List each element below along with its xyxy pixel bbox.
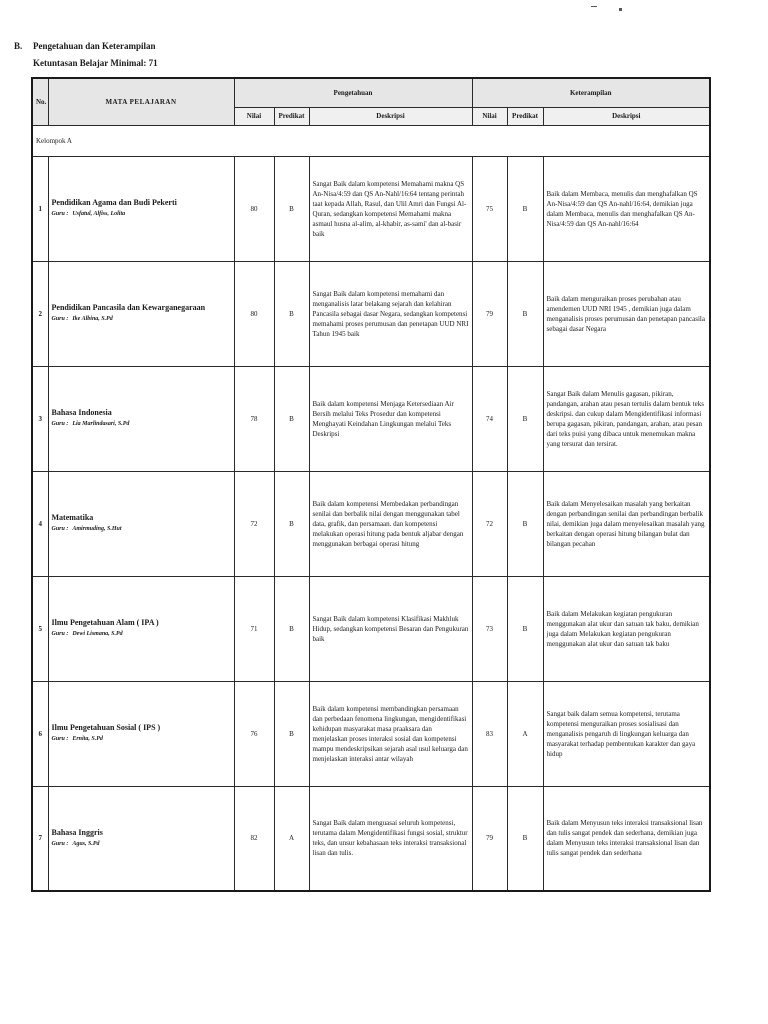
header-k-nilai: Nilai [472,107,507,125]
pengetahuan-nilai: 76 [234,681,274,786]
keterampilan-predikat: B [507,366,543,471]
subject-cell [48,471,234,576]
subject-cell [48,156,234,261]
pengetahuan-deskripsi: Sangat Baik dalam kompetensi Klasifikasi Makhluk Hidup, sedangkan kompetensi Besaran dan Pengukuran baik [309,576,472,681]
teacher-line [52,209,231,219]
pengetahuan-deskripsi: Sangat Baik dalam kompetensi memahami dan menganalisis latar belakang sejarah dan kelahiran Pancasila sebagai dasar Negara, sedangkan kompetensi memahami proses perumusan dan penetapan UUD NRI Tahun 1945 baik [309,261,472,366]
subject-cell [48,366,234,471]
pengetahuan-deskripsi: Baik dalam kompetensi membandingkan persamaan dan perbedaan fenomena lingkungan, mengidentifikasi kehidupan masyarakat masa praaksara dan menjelaskan proses interaksi sosial dan kompetensi mampu mendeskripsikan sejarah asal usul keluarga dan menjelaskan interaksi antar wilayah [309,681,472,786]
keterampilan-nilai: 79 [472,786,507,891]
teacher-label: Guru : [51,840,69,847]
pengetahuan-predikat: B [274,576,309,681]
teacher-name: Agus, S.Pd [72,840,100,847]
scan-speck [591,6,597,7]
kbm-label: Ketuntasan Belajar Minimal: 71 [33,58,158,68]
keterampilan-deskripsi: Sangat Baik dalam Menulis gagasan, pikiran, pandangan, arahan atau pesan tertulis dalam bentuk teks deskripsi. dan cukup dalam Mengidentifikasi informasi berupa gagasan, pikiran, pandangan, arahan, atau pesan dari teks puisi yang dibaca untuk menemukan makna yang tersurat dan tersirat. [543,366,710,471]
teacher-line [52,629,231,639]
subject-cell [48,261,234,366]
teacher-name: Amirmuding, S.Hut [72,526,122,532]
teacher-line [52,314,231,324]
row-number: 5 [32,576,48,681]
pengetahuan-predikat: A [274,786,309,891]
section-letter: B. [14,41,23,51]
subject-name: Ilmu Pengetahuan Alam ( IPA ) [51,618,159,627]
row-number: 6 [32,681,48,786]
row-number: 2 [32,261,48,366]
subject-name: Pendidikan Agama dan Budi Pekerti [51,198,177,207]
teacher-name: Lia Marlindasari, S.Pd [72,421,130,427]
subject-cell [48,576,234,681]
keterampilan-predikat: B [507,261,543,366]
table-row [32,681,710,786]
keterampilan-predikat: B [507,471,543,576]
header-keterampilan: Keterampilan [472,78,710,107]
header-pengetahuan: Pengetahuan [234,78,472,107]
keterampilan-deskripsi: Sangat baik dalam semua kompetensi, terutama kompetensi menguraikan proses sosialisasi dan menganalisis pengaruh di lingkungan keluarga dan masyarakat terhadap pembentukan karakter dan gaya hidup [543,681,710,786]
pengetahuan-predikat: B [274,261,309,366]
table-row [32,576,710,681]
header-no: No. [32,78,48,125]
keterampilan-nilai: 73 [472,576,507,681]
grades-table [31,77,711,892]
pengetahuan-deskripsi: Sangat Baik dalam kompetensi Memahami makna QS An-Nisa/4:59 dan QS An-Nahl/16:64 tentang perintah taat kepada Allah, Rasul, dan Ulil Amri dan Fungsi Al-Quran, sedangkan kompetensi Memahami makna asmaul husna al-alim, al-khabir, as-sami' dan al-basir baik [309,156,472,261]
pengetahuan-nilai: 80 [234,156,274,261]
scan-speck [619,8,622,11]
pengetahuan-deskripsi: Sangat Baik dalam menguasai seluruh kompetensi, terutama dalam Mengidentifikasi fungsi sosial, struktur teks, dan unsur kebahasaan teks interaksi transaksional lisan dan tulis. [309,786,472,891]
pengetahuan-predikat: B [274,681,309,786]
subject-name: Ilmu Pengetahuan Sosial ( IPS ) [51,723,161,732]
teacher-label: Guru : [51,631,69,637]
pengetahuan-nilai: 71 [234,576,274,681]
teacher-label: Guru : [51,316,69,322]
header-k-predikat: Predikat [507,107,543,125]
subject-cell [48,786,234,891]
header-p-deskripsi: Deskripsi [309,107,472,125]
row-number: 3 [32,366,48,471]
pengetahuan-deskripsi: Baik dalam kompetensi Menjaga Ketersediaan Air Bersih melalui Teks Prosedur dan kompetensi Menghayati Keindahan Lingkungan melalui Teks Deskripsi [309,366,472,471]
header-k-deskripsi: Deskripsi [543,107,710,125]
subject-cell [48,681,234,786]
row-number: 4 [32,471,48,576]
pengetahuan-nilai: 80 [234,261,274,366]
keterampilan-predikat: B [507,786,543,891]
keterampilan-predikat: A [507,681,543,786]
subject-name: Pendidikan Pancasila dan Kewarganegaraan [51,303,206,312]
keterampilan-predikat: B [507,156,543,261]
table-row [32,786,710,891]
keterampilan-nilai: 74 [472,366,507,471]
teacher-line [52,524,231,534]
keterampilan-deskripsi: Baik dalam Melakukan kegiatan pengukuran menggunakan alat ukur dan satuan tak baku, demikian juga dalam Melakukan kegiatan pengukuran menggunakan alat ukur dan satuan tak baku [543,576,710,681]
teacher-label: Guru : [51,526,69,532]
pengetahuan-predikat: B [274,471,309,576]
teacher-name: Dewi Lismana, S.Pd [72,631,123,637]
teacher-label: Guru : [51,211,69,217]
subject-name: Bahasa Inggris [51,827,103,837]
teacher-name: Ernita, S.Pd [72,736,103,742]
header-p-predikat: Predikat [274,107,309,125]
pengetahuan-predikat: B [274,366,309,471]
pengetahuan-predikat: B [274,156,309,261]
keterampilan-deskripsi: Baik dalam menguraikan proses perubahan atau amendemen UUD NRI 1945 , demikian juga dalam menganalisis proses perumusan dan penetapan pancasila sebagai dasar Negara [543,261,710,366]
section-heading [14,41,156,51]
keterampilan-deskripsi: Baik dalam Menyusun teks interaksi transaksional lisan dan tulis sangat pendek dan sederhana, demikian juga dalam Menyusun teks interaksi transaksional lisan dan tulis sangat pendek dan sederhana [543,786,710,891]
table-row [32,261,710,366]
subject-name: Bahasa Indonesia [51,408,112,417]
teacher-name: Ike Albina, S.Pd [72,316,113,322]
pengetahuan-nilai: 82 [234,786,274,891]
keterampilan-deskripsi: Baik dalam Membaca, menulis dan menghafalkan QS An-Nisa/4:59 dan QS An-nahl/16:64, demikian juga dalam Membaca, menulis dan menghafalkan QS An-Nisa/4:59 dan QS An-nahl/16:64 [543,156,710,261]
row-number: 1 [32,156,48,261]
teacher-line [52,419,231,429]
table-row [32,366,710,471]
keterampilan-nilai: 75 [472,156,507,261]
pengetahuan-nilai: 78 [234,366,274,471]
header-p-nilai: Nilai [234,107,274,125]
keterampilan-nilai: 72 [472,471,507,576]
subject-name: Matematika [51,513,94,522]
keterampilan-nilai: 83 [472,681,507,786]
table-row [32,156,710,261]
teacher-name: Usfatul, Alfiss, Lolita [72,211,126,217]
teacher-label: Guru : [51,421,69,427]
teacher-line [52,734,231,744]
teacher-label: Guru : [51,736,69,742]
header-mata-pelajaran: MATA PELAJARAN [48,78,234,125]
keterampilan-nilai: 79 [472,261,507,366]
pengetahuan-nilai: 72 [234,471,274,576]
teacher-line [52,839,231,849]
group-label: Kelompok A [32,125,710,156]
table-row [32,471,710,576]
row-number: 7 [32,786,48,891]
keterampilan-deskripsi: Baik dalam Menyelesaikan masalah yang berkaitan dengan perbandingan senilai dan perbandingan berbalik nilai, demikian juga dalam menyelesaikan masalah yang berkaitan dengan operasi hitung bilangan bulat dan bilangan pecahan [543,471,710,576]
pengetahuan-deskripsi: Baik dalam kompetensi Membedakan perbandingan senilai dan berbalik nilai dengan menggunakan tabel data, grafik, dan persamaan. dan kompetensi melakukan operasi hitung pada bentuk aljabar dengan menggunakan berbagai operasi hitung [309,471,472,576]
section-title: Pengetahuan dan Keterampilan [33,41,156,51]
keterampilan-predikat: B [507,576,543,681]
